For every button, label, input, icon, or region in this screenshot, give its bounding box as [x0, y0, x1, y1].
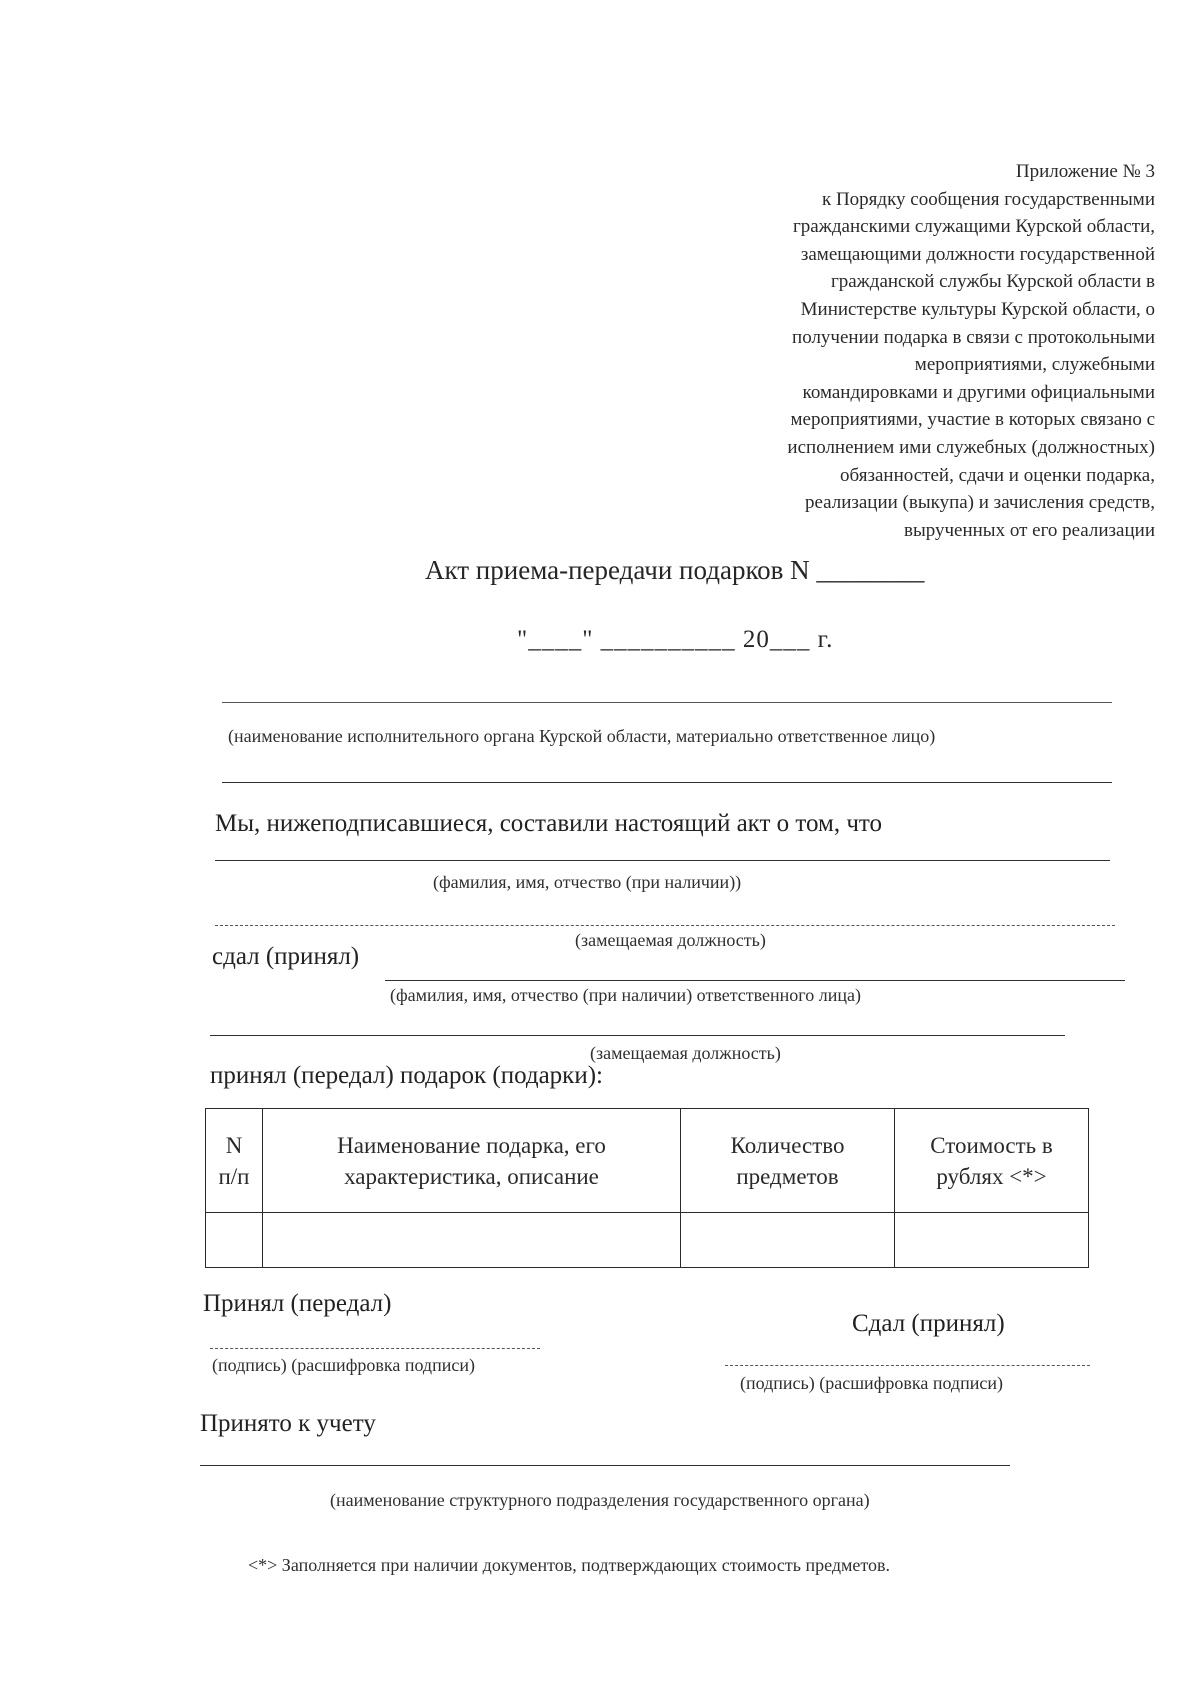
appendix-line: получении подарка в связи с протокольными [792, 326, 1155, 348]
header-quantity: Количество предметов [681, 1109, 895, 1213]
header-cost: Стоимость в рублях <*> [895, 1109, 1089, 1213]
position-line-2 [210, 1035, 1065, 1036]
header-number: N п/п [206, 1109, 263, 1213]
handed-label: сдал (принял) [212, 943, 360, 970]
caption-department: (наименование структурного подразделения государственного органа) [330, 1490, 870, 1510]
appendix-line: гражданской службы Курской области в [830, 271, 1155, 293]
appendix-line: Приложение № 3 [1015, 161, 1155, 182]
appendix-line: вырученных от его реализации [904, 519, 1155, 541]
accepted-gift-text: принял (передал) подарок (подарки): [210, 1062, 603, 1089]
header-gift-name: Наименование подарка, его характеристика, описание [263, 1109, 681, 1213]
appendix-line: командировками и другими официальными [802, 381, 1155, 403]
gifts-table [205, 1108, 1088, 1268]
sign-right-label: Сдал (принял) [852, 1310, 1005, 1337]
accounted-label: Принято к учету [200, 1410, 376, 1437]
table-cell[interactable] [681, 1213, 895, 1268]
sign-right-caption: (подпись) (расшифровка подписи) [740, 1373, 1003, 1393]
caption-position: (замещаемая должность) [575, 930, 766, 950]
intro-text: Мы, нижеподписавшиеся, составили настоящий акт о том, что [215, 810, 883, 837]
caption-position-2: (замещаемая должность) [590, 1043, 781, 1063]
org-line-2 [222, 782, 1112, 783]
position-line [215, 925, 1115, 926]
fio-line [215, 860, 1110, 861]
caption-org: (наименование исполнительного органа Курской области, материально ответственное лицо) [228, 726, 936, 746]
responsible-line [385, 980, 1125, 981]
appendix-line: Министерстве культуры Курской области, о [800, 298, 1155, 320]
appendix-line: к Порядку сообщения государственными [821, 188, 1155, 210]
table-header-row [206, 1109, 1089, 1213]
date-line: "____" __________ 20___ г. [517, 626, 834, 653]
appendix-header [700, 158, 1155, 544]
department-line [200, 1465, 1010, 1466]
appendix-line: замещающими должности государственной [800, 243, 1155, 265]
org-line [222, 702, 1112, 703]
table-cell[interactable] [263, 1213, 681, 1268]
appendix-line: мероприятиями, служебными [914, 354, 1155, 376]
footnote: <*> Заполняется при наличии документов, подтверждающих стоимость предметов. [248, 1555, 890, 1575]
appendix-line: мероприятиями, участие в которых связано с [790, 409, 1155, 431]
appendix-line: гражданскими служащими Курской области, [793, 216, 1155, 238]
sign-left-label: Принял (передал) [203, 1290, 392, 1317]
appendix-line: реализации (выкупа) и зачисления средств, [804, 492, 1155, 514]
table-cell[interactable] [895, 1213, 1089, 1268]
sign-right-line [725, 1365, 1090, 1366]
caption-fio-responsible: (фамилия, имя, отчество (при наличии) ответственного лица) [390, 985, 861, 1005]
appendix-line: исполнением ими служебных (должностных) [787, 436, 1155, 458]
sign-left-caption: (подпись) (расшифровка подписи) [212, 1355, 475, 1375]
document-title: Акт приема-передачи подарков N ________ [425, 555, 925, 585]
table-cell[interactable] [206, 1213, 263, 1268]
caption-fio: (фамилия, имя, отчество (при наличии)) [433, 872, 742, 892]
sign-left-line [210, 1348, 540, 1349]
appendix-line: обязанностей, сдачи и оценки подарка, [840, 464, 1155, 486]
table-row [206, 1213, 1089, 1268]
